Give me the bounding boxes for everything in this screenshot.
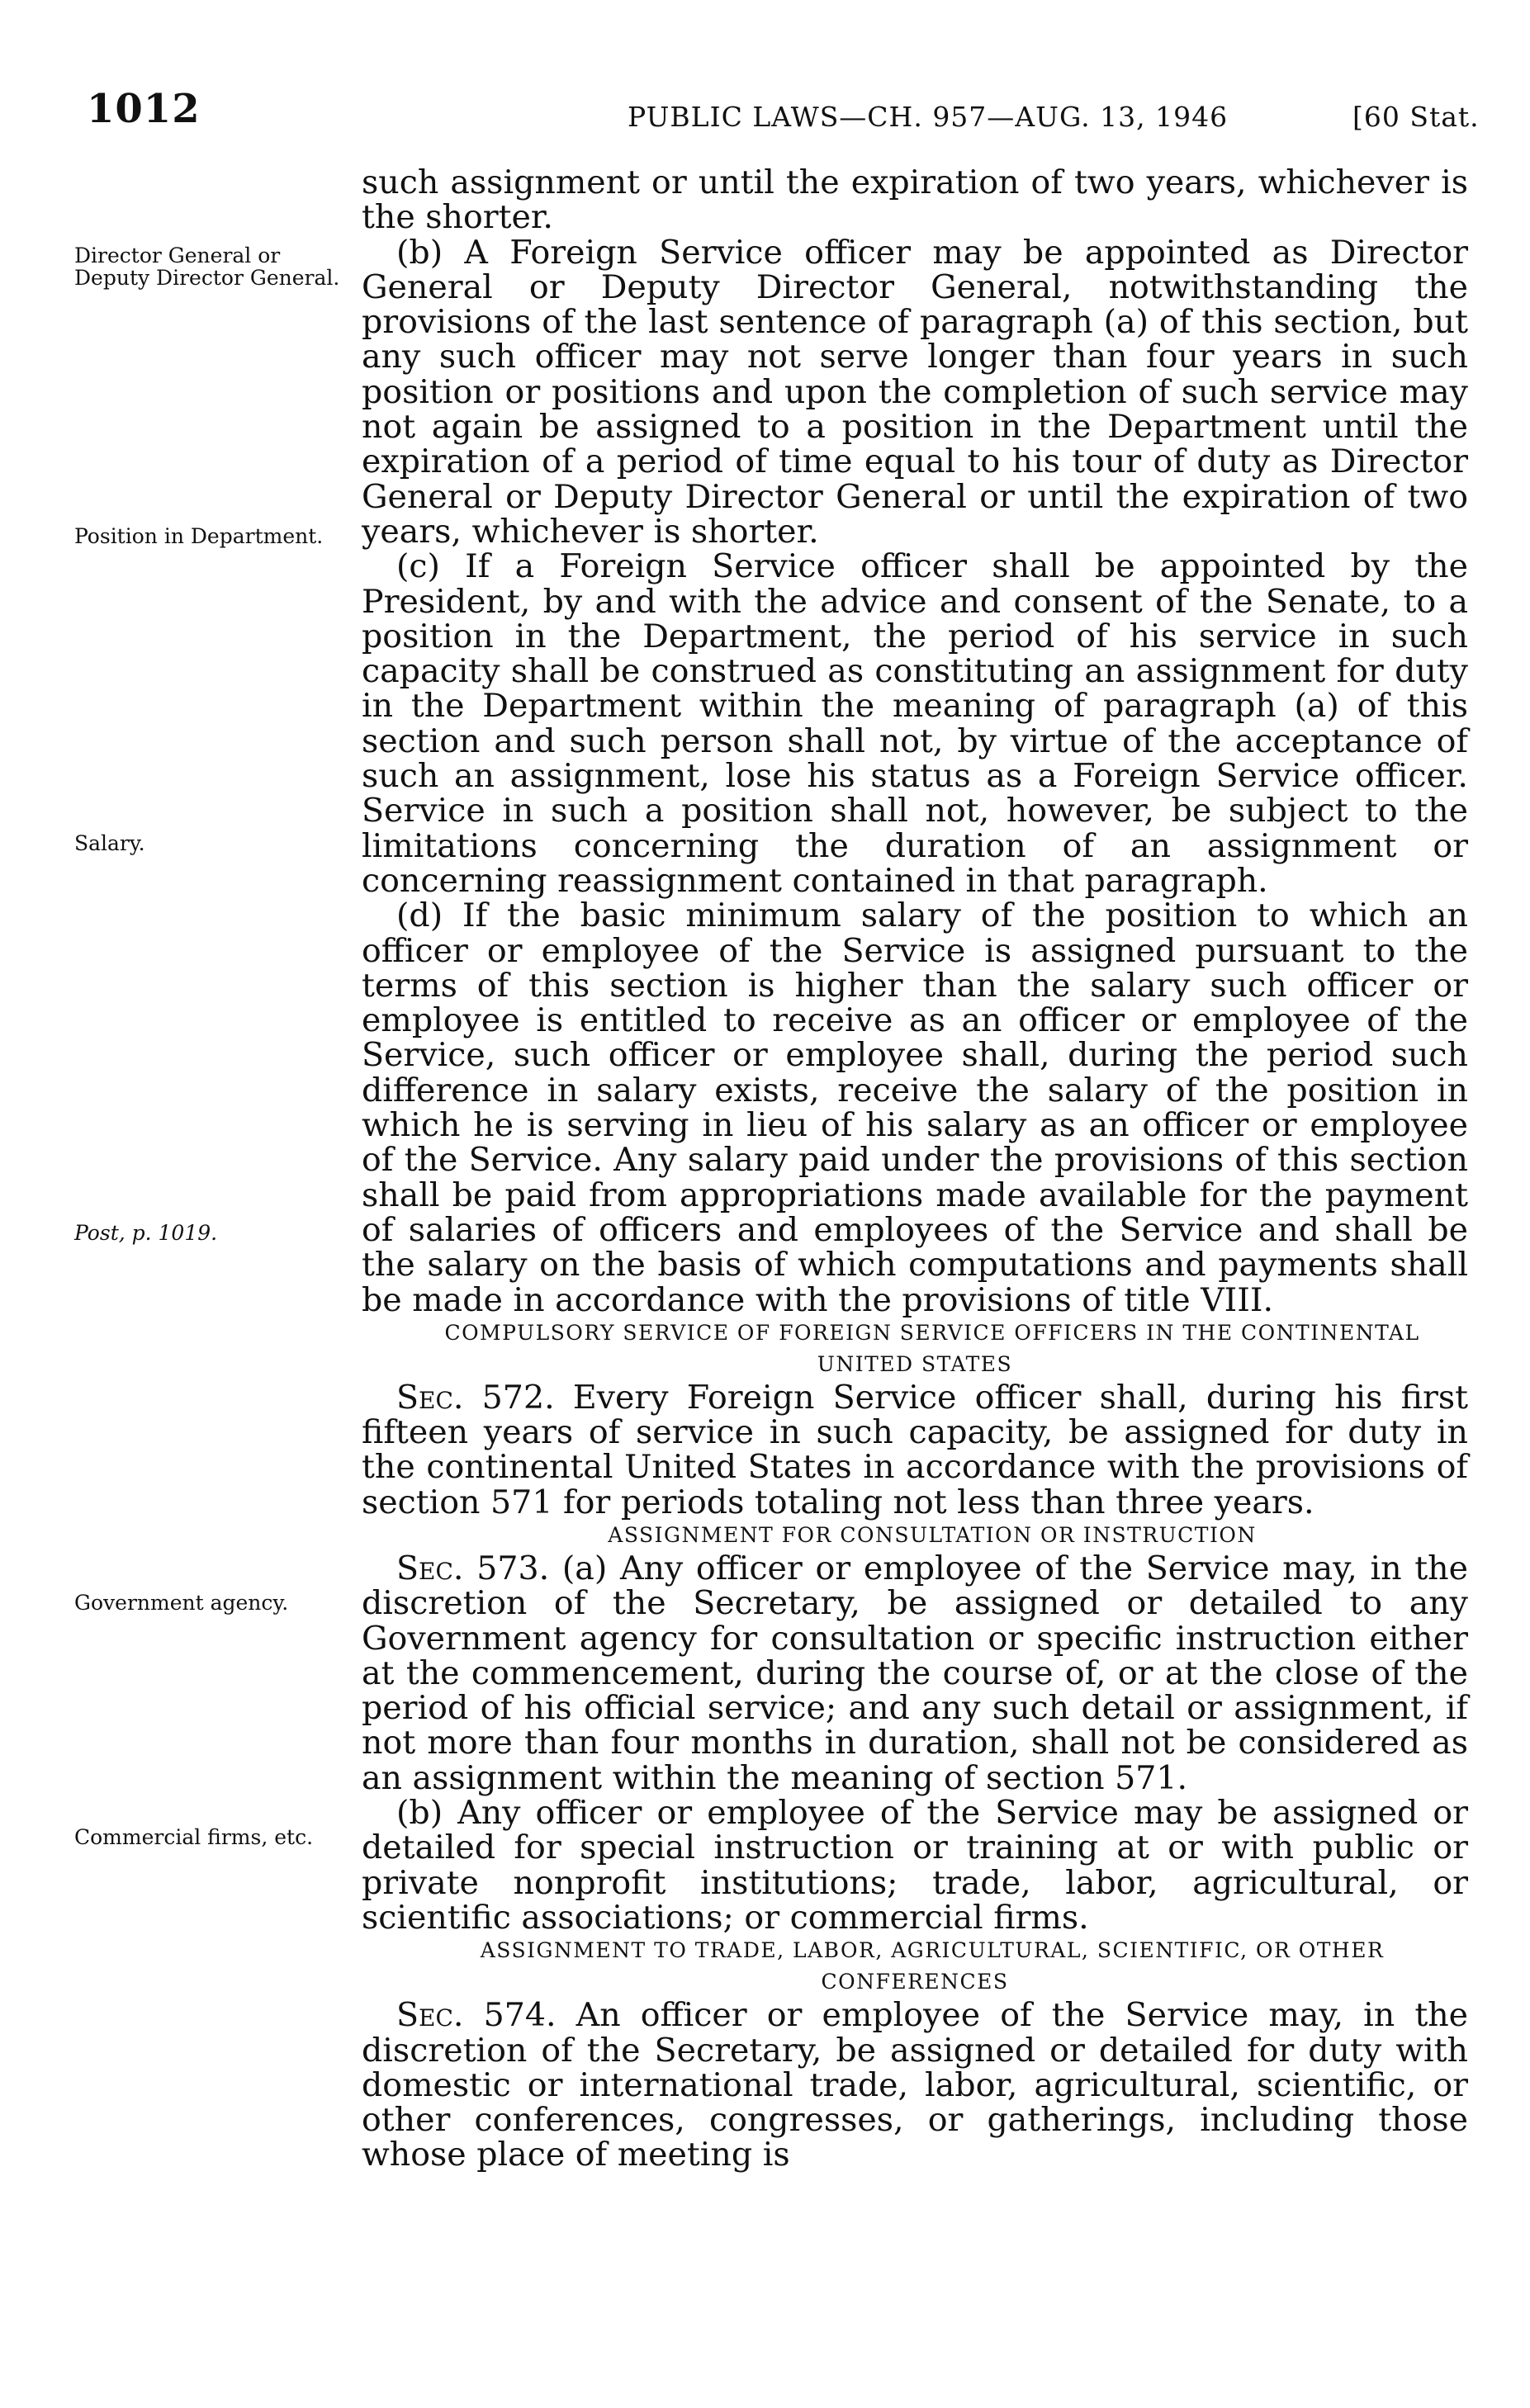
section-574-label: Sec. 574.: [396, 1996, 557, 2035]
paragraph-d: (d) If the basic minimum salary of the position to which an officer or employee of the Service is assigned pursuant to the terms of this section is higher than the salary such officer or employee is entitled to receive as an officer or employee of the Service, such officer or employee shall, during the period such difference in salary exists, receive the salary of the position in which he is serving in lieu of his salary as an officer or employee of the Service. Any salary paid under the provisions of this section shall be paid from appropriations made available for the payment of salaries of officers and employees of the Service and shall be the salary on the basis of which computations and payments shall be made in accordance with the provisions of title VIII.: [362, 896, 1468, 1319]
paragraph-b: (b) A Foreign Service officer may be appointed as Director General or Deputy Director General, notwithstanding the provisions of the last sentence of paragraph (a) of this section, but any such officer may not serve longer than four years in such position or positions and upon the completion of such service may not again be assigned to a position in the Department until the expiration of a period of time equal to his tour of duty as Director General or Deputy Director General or until the expiration of two years, whichever is shorter.: [362, 233, 1468, 551]
section-574: [362, 1998, 1468, 2172]
section-573-a: [362, 1551, 1468, 1795]
paragraph-c: (c) If a Foreign Service officer shall be appointed by the President, by and with the advice and consent of the Senate, to a position in the Department, the period of his service in such capacity shall be construed as constituting an assignment for duty in the Department within the meaning of paragraph (a) of this section and such person shall not, by virtue of the acceptance of such an assignment, lose his status as a Foreign Service officer. Service in such a position shall not, however, be subject to the limitations concerning the duration of an assignment or concerning reassignment contained in that paragraph.: [362, 547, 1468, 900]
paragraph-continuation: such assignment or until the expiration of two years, whichever is the shorter.: [362, 163, 1468, 237]
section-572-label: Sec. 572.: [396, 1378, 555, 1417]
page-number: 1012: [87, 86, 201, 132]
margin-note-director-general: Director General or Deputy Director General.: [74, 244, 340, 290]
margin-note-salary: Salary.: [74, 831, 145, 855]
section-573-b: (b) Any officer or employee of the Service may be assigned or detailed for special instruction or training at or with public or private nonprofit institutions; trade, labor, agricultural, or scientific associations; or commercial firms.: [362, 1794, 1468, 1937]
margin-note-government-agency: Government agency.: [74, 1591, 289, 1615]
section-heading-574: ASSIGNMENT TO TRADE, LABOR, AGRICULTURAL, SCIENTIFIC, OR OTHER CONFERENCES: [480, 1938, 1385, 1994]
volume-reference: [60 Stat.: [1352, 101, 1480, 133]
section-heading-573: ASSIGNMENT FOR CONSULTATION OR INSTRUCTION: [608, 1522, 1257, 1547]
section-573-a-text: (a) Any officer or employee of the Service may, in the discretion of the Secretary, be assigned or detailed to any Government agency for consultation or specific instruction either at the commencement, during the course of, or at the close of the period of his official service; and any such detail or assignment, if not more than four months in duration, shall not be considered as an assignment within the meaning of section 571.: [362, 1549, 1468, 1797]
section-572-text: Every Foreign Service officer shall, during his first fifteen years of service in such capacity, be assigned for duty in the continental United States in accordance with the provisions of section 571 for periods totaling not less than three years.: [362, 1378, 1468, 1521]
section-574-text: An officer or employee of the Service may, in the discretion of the Secretary, be assigned or detailed for duty with domestic or international trade, labor, agricultural, scientific, or other conferences, congresses, or gatherings, including those whose place of meeting is: [362, 1996, 1469, 2174]
section-572: [362, 1380, 1468, 1520]
margin-note-commercial-firms: Commercial firms, etc.: [74, 1825, 314, 1849]
section-heading-572: COMPULSORY SERVICE OF FOREIGN SERVICE OFFICERS IN THE CONTINENTAL UNITED STATES: [444, 1320, 1420, 1376]
body-text-column: [362, 165, 1468, 2173]
page-header: [0, 0, 1530, 182]
margin-note-post-reference: [74, 1222, 347, 1244]
running-head: PUBLIC LAWS—CH. 957—AUG. 13, 1946: [628, 101, 1229, 133]
section-573-label: Sec. 573.: [396, 1549, 550, 1587]
margin-note-position-in-department: Position in Department.: [74, 524, 324, 548]
post-reference-text: Post, p. 1019.: [74, 1221, 218, 1245]
